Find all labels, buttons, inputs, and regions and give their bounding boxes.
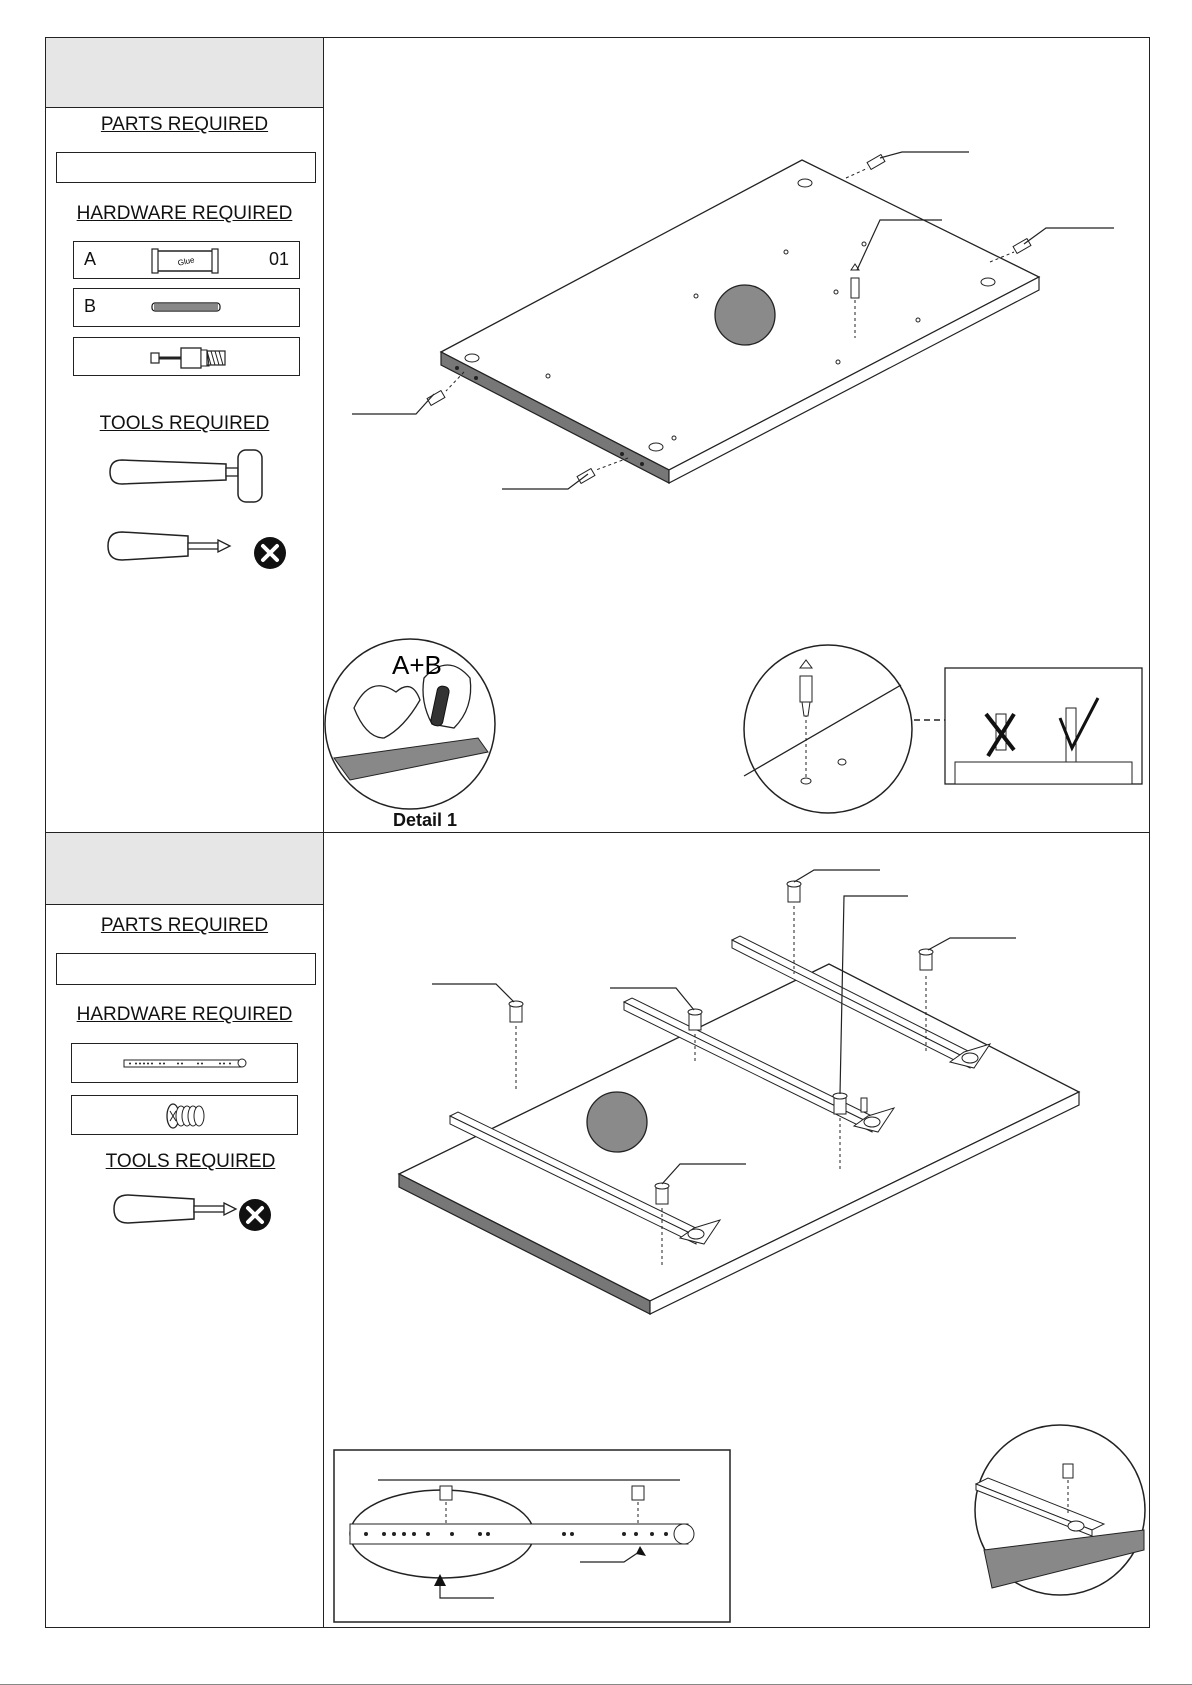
step2-parts-box xyxy=(56,953,316,985)
glue-tube-icon xyxy=(152,247,222,275)
hammer-icon xyxy=(110,448,270,508)
cam-hole xyxy=(798,179,812,187)
step1-assembly-drawing xyxy=(324,38,1150,832)
step1-parts-required-title: PARTS REQUIRED xyxy=(100,114,269,135)
step2-hardware-row-screw xyxy=(71,1095,298,1135)
corner-detail-circle xyxy=(975,1425,1145,1595)
step1-tools-required-title: TOOLS REQUIRED xyxy=(99,413,270,434)
no-power-tool-icon xyxy=(238,1198,272,1232)
euro-screw-icon xyxy=(166,1101,206,1131)
drawer-runner-icon xyxy=(124,1057,248,1071)
hardware-key: A xyxy=(84,249,97,269)
right-wrong-box xyxy=(945,668,1142,784)
callout-line xyxy=(432,984,514,1002)
cam-bolt-icon xyxy=(151,345,243,371)
step1-hardware-required-title: HARDWARE REQUIRED xyxy=(76,203,293,224)
callout-line xyxy=(1024,228,1114,244)
detail1-circle xyxy=(325,639,495,809)
step1-parts-box xyxy=(56,152,316,183)
runner-detail-box xyxy=(334,1450,730,1622)
step2-tools-required-title: TOOLS REQUIRED xyxy=(105,1151,276,1172)
detail1-label: Detail 1 xyxy=(393,810,458,830)
cam-bolt-icon xyxy=(851,278,859,298)
step1-hardware-row-c xyxy=(73,337,300,376)
callout-line xyxy=(928,938,1016,950)
cam-hole xyxy=(981,278,995,286)
callout-line xyxy=(794,870,880,882)
callout-line xyxy=(610,988,694,1010)
cam-hole xyxy=(649,443,663,451)
step2-header xyxy=(46,833,323,905)
step1-header xyxy=(46,38,323,108)
step2-parts-required-title: PARTS REQUIRED xyxy=(100,915,269,936)
detail1-text: A+B xyxy=(392,650,442,680)
wood-dowel-icon xyxy=(152,301,222,315)
callout-line xyxy=(502,474,588,489)
part-label-circle xyxy=(587,1092,647,1152)
no-power-tool-icon xyxy=(253,536,287,570)
callout-line xyxy=(352,394,434,414)
hardware-key: B xyxy=(84,296,97,316)
step1-hardware-row-a xyxy=(73,241,300,279)
hardware-qty: 01 xyxy=(268,249,289,269)
detail2-circle xyxy=(744,645,912,813)
step2-hardware-row-runner xyxy=(71,1043,298,1083)
callout-line xyxy=(880,152,969,158)
step2-hardware-required-title: HARDWARE REQUIRED xyxy=(76,1004,293,1025)
part-label-circle xyxy=(715,285,775,345)
glue-label: Glue xyxy=(176,255,196,268)
step2-assembly-drawing xyxy=(324,834,1150,1627)
cam-hole xyxy=(465,354,479,362)
step1-hardware-row-b xyxy=(73,288,300,327)
